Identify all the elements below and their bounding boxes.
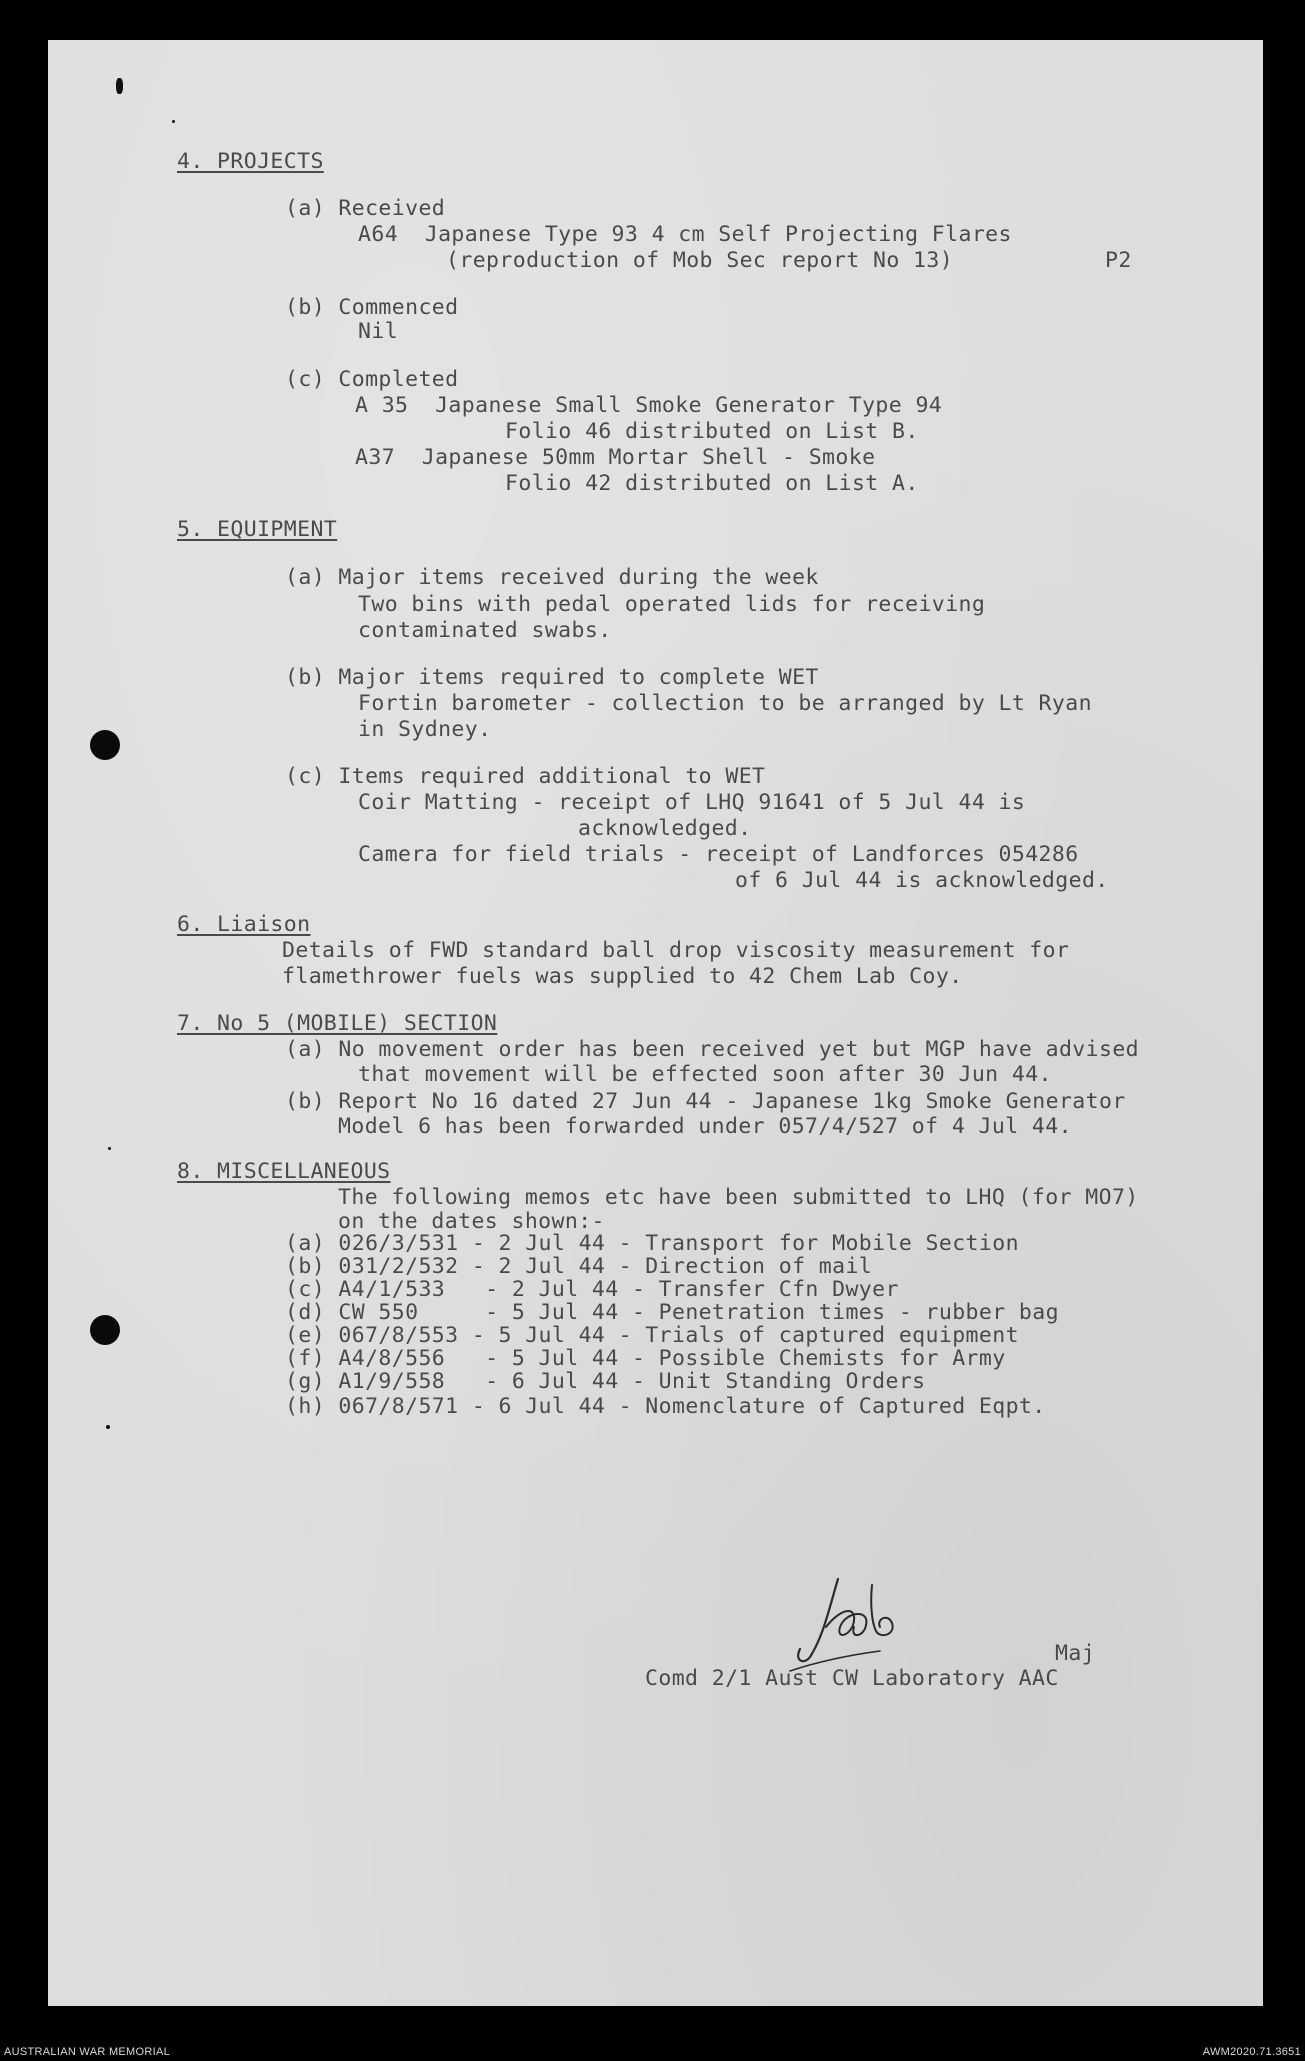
liaison-line-1: Details of FWD standard ball drop viscosity measurement for — [282, 938, 1070, 963]
ink-speck — [116, 78, 123, 94]
completed-line-2: Folio 46 distributed on List B. — [505, 419, 919, 444]
section-6-heading: 6. Liaison — [177, 912, 311, 937]
equipment-a-label: (a) Major items received during the week — [285, 565, 819, 590]
punch-hole-top — [90, 730, 120, 760]
ink-speck — [172, 120, 175, 123]
commenced-label: (b) Commenced — [285, 295, 459, 320]
equipment-c-line-1: Coir Matting - receipt of LHQ 91641 of 5 Jul 44 is — [358, 790, 1026, 815]
section-8-heading: 8. MISCELLANEOUS — [177, 1159, 391, 1184]
memos-intro-line-2: on the dates shown:- — [338, 1209, 605, 1234]
memo-item: (f) A4/8/556 - 5 Jul 44 - Possible Chemists for Army — [285, 1346, 1006, 1371]
memo-item: (g) A1/9/558 - 6 Jul 44 - Unit Standing Orders — [285, 1369, 926, 1394]
liaison-line-2: flamethrower fuels was supplied to 42 Chem Lab Coy. — [282, 964, 963, 989]
mobile-section-a-line-1: (a) No movement order has been received yet but MGP have advised — [285, 1037, 1140, 1062]
completed-label: (c) Completed — [285, 367, 459, 392]
received-ref: P2 — [1105, 248, 1132, 273]
completed-line-1: A 35 Japanese Small Smoke Generator Type 94 — [355, 393, 943, 418]
commenced-line-1: Nil — [358, 319, 399, 344]
equipment-a-line-2: contaminated swabs. — [358, 618, 612, 643]
equipment-c-label: (c) Items required additional to WET — [285, 764, 766, 789]
memo-item: (h) 067/8/571 - 6 Jul 44 - Nomenclature of Captured Eqpt. — [285, 1394, 1046, 1419]
equipment-c-line-4: of 6 Jul 44 is acknowledged. — [735, 868, 1109, 893]
completed-line-3: A37 Japanese 50mm Mortar Shell - Smoke — [355, 445, 876, 470]
memos-intro-line-1: The following memos etc have been submitted to LHQ (for MO7) — [338, 1185, 1139, 1210]
received-label: (a) Received — [285, 196, 446, 221]
section-5-heading: 5. EQUIPMENT — [177, 517, 338, 542]
section-7-heading: 7. No 5 (MOBILE) SECTION — [177, 1011, 498, 1036]
equipment-b-line-2: in Sydney. — [358, 717, 492, 742]
handwritten-signature — [780, 1565, 930, 1675]
section-4-heading: 4. PROJECTS — [177, 149, 324, 174]
ink-speck — [108, 1147, 111, 1150]
mobile-section-b-line-1: (b) Report No 16 dated 27 Jun 44 - Japanese 1kg Smoke Generator — [285, 1089, 1126, 1114]
punch-hole-bottom — [90, 1315, 120, 1345]
footer-accession-number: AWM2020.71.3651 — [1202, 2046, 1301, 2058]
ink-speck — [106, 1425, 110, 1429]
equipment-b-label: (b) Major items required to complete WET — [285, 665, 819, 690]
equipment-c-line-2: acknowledged. — [578, 816, 752, 841]
memo-item: (e) 067/8/553 - 5 Jul 44 - Trials of captured equipment — [285, 1323, 1019, 1348]
received-line-1: A64 Japanese Type 93 4 cm Self Projecting Flares — [358, 222, 1012, 247]
completed-line-4: Folio 42 distributed on List A. — [505, 471, 919, 496]
footer-institution: AUSTRALIAN WAR MEMORIAL — [4, 2046, 171, 2058]
equipment-b-line-1: Fortin barometer - collection to be arranged by Lt Ryan — [358, 691, 1092, 716]
received-line-2: (reproduction of Mob Sec report No 13) — [446, 248, 954, 273]
mobile-section-b-line-2: Model 6 has been forwarded under 057/4/527 of 4 Jul 44. — [338, 1114, 1072, 1139]
memo-item: (c) A4/1/533 - 2 Jul 44 - Transfer Cfn Dwyer — [285, 1277, 899, 1302]
signatory-title: Comd 2/1 Aust CW Laboratory AAC — [645, 1666, 1059, 1691]
memo-item: (d) CW 550 - 5 Jul 44 - Penetration times - rubber bag — [285, 1300, 1059, 1325]
mobile-section-a-line-2: that movement will be effected soon after 30 Jun 44. — [358, 1062, 1052, 1087]
signatory-rank: Maj — [1055, 1641, 1096, 1666]
memo-item: (a) 026/3/531 - 2 Jul 44 - Transport for Mobile Section — [285, 1231, 1019, 1256]
equipment-c-line-3: Camera for field trials - receipt of Landforces 054286 — [358, 842, 1079, 867]
memo-item: (b) 031/2/532 - 2 Jul 44 - Direction of mail — [285, 1254, 873, 1279]
equipment-a-line-1: Two bins with pedal operated lids for receiving — [358, 592, 986, 617]
